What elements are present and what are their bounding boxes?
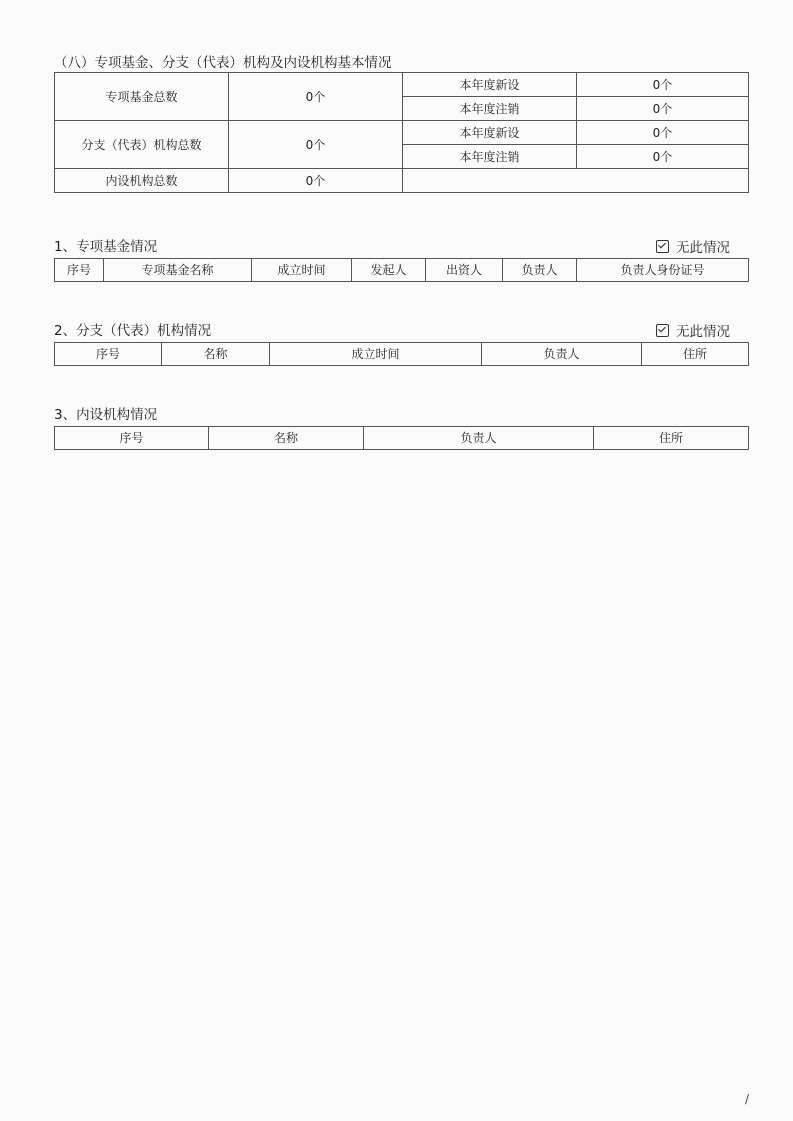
funds-title: 1、专项基金情况 bbox=[54, 239, 158, 255]
internal-total-label: 内设机构总数 bbox=[55, 169, 229, 193]
col-header: 序号 bbox=[55, 427, 209, 450]
fund-cancel-label: 本年度注销 bbox=[403, 97, 577, 121]
col-header: 负责人 bbox=[482, 343, 642, 366]
branches-no-case-label: 无此情况 bbox=[676, 324, 730, 340]
fund-total-label: 专项基金总数 bbox=[55, 73, 229, 121]
fund-new-label: 本年度新设 bbox=[403, 73, 577, 97]
col-header: 成立时间 bbox=[270, 343, 482, 366]
branch-new-value: 0个 bbox=[577, 121, 749, 145]
funds-table bbox=[54, 258, 749, 282]
page-mark: / bbox=[745, 1092, 750, 1106]
checkbox-checked-icon[interactable] bbox=[656, 240, 669, 253]
col-header: 发起人 bbox=[352, 259, 426, 282]
funds-no-case-label: 无此情况 bbox=[676, 240, 730, 256]
checkbox-checked-icon[interactable] bbox=[656, 324, 669, 337]
col-header: 专项基金名称 bbox=[104, 259, 252, 282]
summary-table bbox=[54, 72, 749, 193]
col-header: 负责人身份证号 bbox=[577, 259, 749, 282]
branches-title: 2、分支（代表）机构情况 bbox=[54, 323, 212, 339]
fund-new-value: 0个 bbox=[577, 73, 749, 97]
col-header: 出资人 bbox=[426, 259, 503, 282]
col-header: 住所 bbox=[594, 427, 749, 450]
internal-title: 3、内设机构情况 bbox=[54, 407, 158, 423]
col-header: 负责人 bbox=[364, 427, 594, 450]
fund-total-value: 0个 bbox=[229, 73, 403, 121]
section-title: （八）专项基金、分支（代表）机构及内设机构基本情况 bbox=[54, 55, 392, 71]
fund-cancel-value: 0个 bbox=[577, 97, 749, 121]
col-header: 序号 bbox=[55, 259, 104, 282]
col-header: 住所 bbox=[642, 343, 749, 366]
empty-cell bbox=[403, 169, 749, 193]
branch-new-label: 本年度新设 bbox=[403, 121, 577, 145]
branch-total-value: 0个 bbox=[229, 121, 403, 169]
col-header: 序号 bbox=[55, 343, 162, 366]
table-header-row bbox=[55, 427, 749, 450]
branches-no-case[interactable] bbox=[656, 320, 730, 340]
col-header: 成立时间 bbox=[252, 259, 352, 282]
internal-total-value: 0个 bbox=[229, 169, 403, 193]
internal-table bbox=[54, 426, 749, 450]
funds-no-case[interactable] bbox=[656, 236, 730, 256]
branch-cancel-label: 本年度注销 bbox=[403, 145, 577, 169]
table-header-row bbox=[55, 343, 749, 366]
branches-table bbox=[54, 342, 749, 366]
branch-total-label: 分支（代表）机构总数 bbox=[55, 121, 229, 169]
col-header: 名称 bbox=[162, 343, 270, 366]
branch-cancel-value: 0个 bbox=[577, 145, 749, 169]
col-header: 名称 bbox=[209, 427, 364, 450]
table-header-row bbox=[55, 259, 749, 282]
col-header: 负责人 bbox=[503, 259, 577, 282]
